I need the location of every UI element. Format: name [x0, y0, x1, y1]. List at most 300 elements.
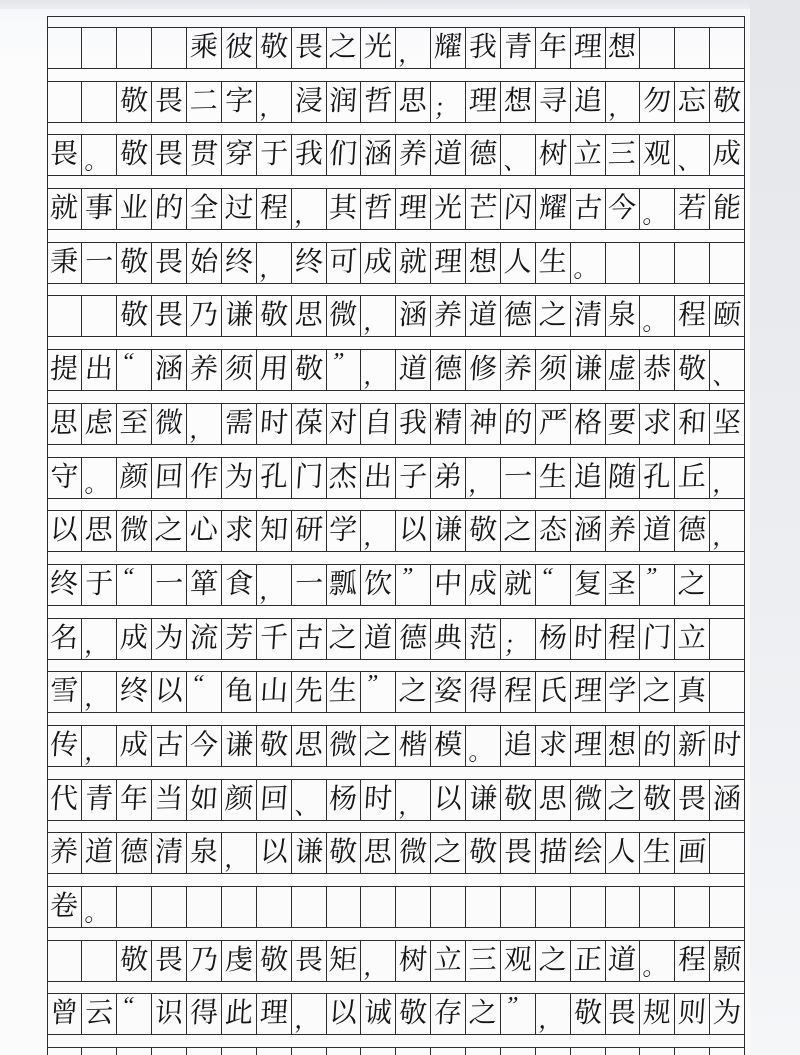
grid-cell [48, 511, 83, 551]
grid-cell [48, 780, 83, 820]
grid-cell [257, 726, 292, 766]
handwritten-char: 精 [433, 407, 464, 440]
grid-cell [117, 994, 152, 1034]
grid-cell [675, 994, 710, 1034]
grid-cell [152, 672, 187, 712]
handwritten-char: 生 [328, 675, 359, 708]
handwritten-char: 人 [502, 246, 533, 279]
handwritten-char: “ [540, 563, 554, 590]
handwritten-char: 谦 [223, 300, 254, 332]
grid-cell [361, 565, 396, 605]
grid-cell [431, 887, 466, 927]
row-spacer [48, 712, 745, 726]
grid-cell [82, 404, 117, 444]
handwritten-char: 如 [189, 783, 219, 816]
grid-cell [606, 243, 641, 283]
handwritten-char: 成 [119, 729, 150, 762]
handwritten-char: 杨 [328, 783, 359, 816]
grid-cell [327, 243, 362, 283]
grid-cell [327, 887, 362, 927]
handwritten-char: ， [188, 417, 216, 444]
grid-cell [152, 189, 187, 229]
handwritten-char: ； [432, 95, 460, 122]
grid-cell [327, 350, 362, 390]
grid-cell [117, 726, 152, 766]
handwritten-char: 时 [363, 783, 394, 816]
grid-cell [640, 135, 675, 175]
grid-cell [431, 82, 466, 122]
handwritten-char: 成 [468, 568, 498, 601]
handwritten-char: 德 [398, 622, 429, 654]
row-spacer [48, 551, 745, 565]
grid-cell [640, 82, 675, 122]
grid-cell [431, 189, 466, 229]
grid-cell [396, 135, 431, 175]
grid-cell [431, 243, 466, 283]
grid-cell [257, 135, 292, 175]
grid-cell [466, 243, 501, 283]
handwritten-char: 涵 [154, 353, 185, 386]
grid-cell [292, 941, 327, 981]
grid-cell [640, 511, 675, 551]
handwritten-char: 德 [677, 514, 708, 547]
grid-row-partial [48, 1048, 745, 1055]
handwritten-char: 则 [677, 997, 708, 1030]
grid-row [48, 994, 745, 1034]
handwritten-char: 乘 [189, 31, 219, 64]
handwritten-char: 瓢 [328, 568, 359, 601]
handwritten-char: 年 [537, 31, 568, 64]
handwritten-char: 今 [607, 192, 638, 225]
handwritten-char: 终 [293, 246, 324, 279]
handwritten-char: 就 [502, 568, 533, 601]
handwritten-char: 耀 [433, 31, 464, 64]
grid-cell [431, 404, 466, 444]
handwritten-char: 立 [433, 944, 464, 977]
grid-cell [361, 887, 396, 927]
handwritten-char: 作 [189, 461, 219, 493]
grid-cell [222, 28, 257, 68]
handwritten-char: 杨 [537, 622, 568, 654]
handwritten-char: 业 [119, 192, 150, 225]
handwritten-char: 想 [607, 31, 638, 64]
grid-cell [466, 780, 501, 820]
handwritten-char: ， [537, 1008, 565, 1035]
grid-cell [257, 672, 292, 712]
handwritten-char: 成 [712, 138, 743, 171]
grid-cell [152, 994, 187, 1034]
grid-cell [222, 243, 257, 283]
handwritten-char: ” [505, 993, 519, 1020]
handwritten-char: 追 [572, 461, 603, 493]
handwritten-char: 描 [537, 836, 568, 869]
grid-cell [327, 28, 362, 68]
grid-cell [675, 1048, 710, 1055]
handwritten-char: 德 [468, 138, 498, 171]
handwritten-char: 氏 [537, 675, 568, 708]
handwritten-char: 知 [258, 514, 289, 547]
grid-cell [396, 243, 431, 283]
handwritten-char: 理 [258, 997, 289, 1030]
handwritten-char: 之 [642, 675, 673, 708]
grid-cell [606, 941, 641, 981]
grid-cell [675, 135, 710, 175]
grid-cell [257, 941, 292, 981]
handwritten-char: 思 [84, 514, 115, 547]
grid-cell [361, 619, 396, 659]
grid-cell [361, 941, 396, 981]
handwritten-char: 之 [433, 836, 464, 869]
handwritten-char: 敬 [258, 300, 289, 332]
handwritten-char: 流 [189, 622, 219, 654]
grid-cell [82, 994, 117, 1034]
grid-row [48, 887, 745, 927]
handwritten-char: 道 [468, 300, 498, 332]
grid-cell [257, 458, 292, 498]
grid-cell [710, 82, 744, 122]
grid-cell [361, 28, 396, 68]
grid-cell [187, 672, 222, 712]
grid-row [48, 458, 745, 498]
grid-cell [82, 28, 117, 68]
row-spacer [48, 605, 745, 619]
grid-cell [431, 994, 466, 1034]
handwritten-char: ， [223, 847, 251, 874]
handwritten-char: 一 [154, 568, 185, 601]
handwritten-char: 思 [537, 783, 568, 816]
handwritten-char: ， [293, 1008, 320, 1035]
handwritten-char: 画 [677, 836, 708, 869]
grid-cell [606, 404, 641, 444]
handwritten-char: 当 [154, 783, 185, 816]
grid-cell [117, 350, 152, 390]
handwritten-char: 就 [398, 246, 429, 279]
handwritten-char: 虑 [84, 407, 115, 440]
grid-cell [536, 780, 571, 820]
handwritten-char: 泉 [607, 300, 638, 332]
grid-cell [117, 780, 152, 820]
handwritten-char: 生 [537, 461, 568, 493]
grid-cell [257, 994, 292, 1034]
grid-cell [117, 833, 152, 873]
handwritten-char: 追 [572, 85, 603, 118]
grid-cell [536, 458, 571, 498]
grid-cell [48, 1048, 83, 1055]
grid-cell [327, 82, 362, 122]
handwritten-char: 敬 [119, 300, 150, 332]
grid-row [48, 565, 745, 605]
grid-cell [431, 565, 466, 605]
handwritten-char: 卷 [49, 890, 80, 923]
grid-cell [431, 833, 466, 873]
handwritten-char: 浸 [293, 85, 324, 118]
grid-row [48, 726, 745, 766]
handwritten-char: 理 [398, 192, 429, 225]
grid-cell [571, 296, 606, 336]
grid-cell [396, 350, 431, 390]
grid-cell [606, 672, 641, 712]
grid-cell [710, 135, 744, 175]
grid-cell [48, 941, 83, 981]
handwritten-char: 以 [49, 514, 80, 547]
grid-cell [431, 619, 466, 659]
grid-cell [396, 941, 431, 981]
handwritten-char: 。 [467, 739, 495, 766]
grid-cell [292, 511, 327, 551]
grid-cell [327, 941, 362, 981]
grid-cell [466, 1048, 501, 1055]
grid-cell [571, 887, 606, 927]
handwritten-char: 需 [223, 407, 254, 440]
grid-cell [327, 833, 362, 873]
grid-cell [361, 296, 396, 336]
grid-cell [710, 726, 744, 766]
grid-cell [396, 726, 431, 766]
grid-cell [466, 994, 501, 1034]
grid-cell [257, 1048, 292, 1055]
handwritten-char: 生 [537, 246, 568, 279]
grid-cell [431, 672, 466, 712]
handwritten-char: 润 [328, 85, 359, 118]
grid-cell [82, 887, 117, 927]
row-spacer [48, 175, 745, 189]
row-spacer [48, 873, 745, 887]
row-spacer [48, 283, 745, 297]
grid-cell [675, 511, 710, 551]
grid-cell [187, 511, 222, 551]
grid-cell [222, 672, 257, 712]
grid-cell [675, 458, 710, 498]
handwritten-char: ， [363, 310, 390, 337]
handwritten-char: 孔 [258, 461, 289, 493]
row-spacer [48, 16, 745, 28]
grid-cell [466, 887, 501, 927]
handwritten-char: ， [363, 525, 390, 552]
grid-cell [536, 135, 571, 175]
handwritten-char: 识 [154, 997, 185, 1030]
grid-cell [292, 726, 327, 766]
grid-cell [640, 726, 675, 766]
grid-cell [571, 780, 606, 820]
grid-row [48, 511, 745, 551]
grid-cell [710, 887, 744, 927]
grid-cell [187, 189, 222, 229]
handwritten-char: 心 [189, 514, 219, 547]
grid-cell [466, 565, 501, 605]
handwritten-char: 得 [468, 675, 498, 708]
grid-cell [571, 243, 606, 283]
handwritten-char: 以 [258, 836, 289, 869]
grid-cell [536, 672, 571, 712]
grid-cell [675, 243, 710, 283]
handwritten-char: 过 [223, 192, 254, 225]
grid-cell [606, 511, 641, 551]
grid-cell [257, 189, 292, 229]
handwritten-char: 成 [119, 622, 150, 654]
handwritten-char: 门 [293, 461, 324, 493]
handwritten-char: 养 [502, 353, 533, 386]
grid-cell [710, 941, 744, 981]
grid-cell [257, 350, 292, 390]
row-spacer [48, 498, 745, 512]
handwritten-char: 想 [502, 85, 533, 118]
grid-cell [48, 189, 83, 229]
handwritten-char: 敬 [258, 31, 289, 64]
grid-cell [152, 404, 187, 444]
grid-cell [187, 565, 222, 605]
handwritten-char: 云 [84, 997, 115, 1030]
handwritten-char: 养 [433, 300, 464, 332]
handwritten-char: 敬 [468, 514, 498, 547]
grid-cell [222, 189, 257, 229]
handwritten-char: 光 [433, 192, 464, 225]
handwritten-char: 敬 [293, 353, 324, 386]
grid-cell [431, 511, 466, 551]
grid-cell [571, 189, 606, 229]
grid-cell [292, 350, 327, 390]
handwritten-char: 彼 [223, 31, 254, 64]
handwritten-char: 养 [607, 514, 638, 547]
grid-cell [501, 350, 536, 390]
handwritten-char: 丘 [677, 461, 708, 493]
handwritten-char: 敬 [258, 729, 289, 762]
grid-cell [571, 82, 606, 122]
grid-cell [640, 1048, 675, 1055]
grid-cell [431, 28, 466, 68]
grid-cell [396, 565, 431, 605]
grid-cell [117, 458, 152, 498]
grid-cell [501, 726, 536, 766]
grid-cell [117, 941, 152, 981]
grid-cell [536, 1048, 571, 1055]
handwritten-char: ， [293, 203, 320, 230]
grid-cell [292, 243, 327, 283]
handwritten-char: 立 [677, 622, 708, 654]
row-spacer [48, 1034, 745, 1048]
grid-cell [82, 941, 117, 981]
grid-cell [606, 82, 641, 122]
handwritten-char: 程 [258, 192, 289, 225]
handwritten-char: 须 [537, 353, 568, 386]
grid-cell [292, 189, 327, 229]
handwritten-char: 曾 [49, 997, 80, 1030]
grid-cell [82, 296, 117, 336]
handwritten-char: 模 [433, 729, 464, 762]
grid-cell [675, 887, 710, 927]
handwritten-char: 、 [293, 793, 320, 820]
grid-cell [606, 135, 641, 175]
grid-cell [466, 189, 501, 229]
handwritten-char: 颜 [223, 783, 254, 816]
handwritten-char: 以 [154, 675, 185, 708]
grid-cell [82, 135, 117, 175]
grid-cell [222, 619, 257, 659]
grid-cell [82, 511, 117, 551]
grid-cell [187, 780, 222, 820]
handwritten-char: 以 [328, 997, 359, 1030]
handwritten-char: 传 [49, 729, 80, 762]
grid-row [48, 941, 745, 981]
grid-cell [501, 511, 536, 551]
grid-cell [48, 887, 83, 927]
handwritten-char: 德 [433, 353, 464, 386]
grid-cell [536, 243, 571, 283]
handwritten-char: 理 [433, 246, 464, 279]
handwritten-char: 三 [607, 138, 638, 171]
grid-cell [361, 511, 396, 551]
grid-cell [222, 780, 257, 820]
handwritten-char: 其 [328, 192, 359, 225]
handwritten-char: 、 [711, 364, 739, 391]
handwritten-char: 微 [398, 836, 429, 869]
handwritten-char: 青 [84, 783, 115, 816]
handwritten-char: 此 [223, 997, 254, 1030]
grid-row [48, 243, 745, 283]
grid-cell [536, 619, 571, 659]
grid-cell [710, 780, 744, 820]
handwritten-char: 楷 [398, 729, 429, 762]
grid-cell [292, 887, 327, 927]
handwritten-char: 一 [502, 461, 533, 493]
handwritten-char: 贯 [189, 138, 219, 171]
handwritten-char: “ [121, 993, 136, 1020]
grid-cell [571, 941, 606, 981]
grid-cell [675, 726, 710, 766]
grid-cell [571, 833, 606, 873]
grid-cell [710, 28, 744, 68]
grid-cell [466, 511, 501, 551]
handwritten-char: 今 [189, 729, 219, 762]
handwritten-char: 以 [398, 514, 429, 547]
grid-cell [327, 726, 362, 766]
grid-cell [396, 296, 431, 336]
grid-cell [571, 994, 606, 1034]
handwritten-char: 提 [49, 353, 80, 386]
grid-cell [292, 619, 327, 659]
grid-cell [117, 511, 152, 551]
row-spacer [48, 122, 745, 136]
manuscript-sheet [47, 16, 746, 1055]
handwritten-char: 人 [607, 836, 638, 869]
handwritten-char: 畏 [154, 944, 185, 977]
grid-cell [117, 296, 152, 336]
grid-cell [501, 135, 536, 175]
grid-cell [571, 458, 606, 498]
grid-cell [257, 82, 292, 122]
grid-cell [606, 350, 641, 390]
grid-cell [152, 1048, 187, 1055]
handwritten-char: 微 [572, 783, 603, 816]
grid-cell [361, 82, 396, 122]
handwritten-char: 之 [607, 783, 638, 816]
handwritten-char: 畏 [154, 85, 185, 118]
grid-cell [571, 511, 606, 551]
handwritten-char: 学 [328, 514, 359, 547]
grid-cell [501, 619, 536, 659]
handwritten-char: 思 [49, 407, 80, 440]
grid-row [48, 780, 745, 820]
handwritten-char: 。 [642, 954, 669, 981]
handwritten-char: 敬 [677, 353, 708, 386]
handwritten-char: 穿 [223, 138, 254, 171]
grid-cell [292, 135, 327, 175]
handwritten-char: 求 [642, 407, 673, 440]
handwritten-char: 涵 [712, 783, 743, 816]
grid-cell [675, 672, 710, 712]
grid-cell [466, 619, 501, 659]
handwritten-char: 诚 [363, 997, 394, 1030]
grid-cell [606, 28, 641, 68]
